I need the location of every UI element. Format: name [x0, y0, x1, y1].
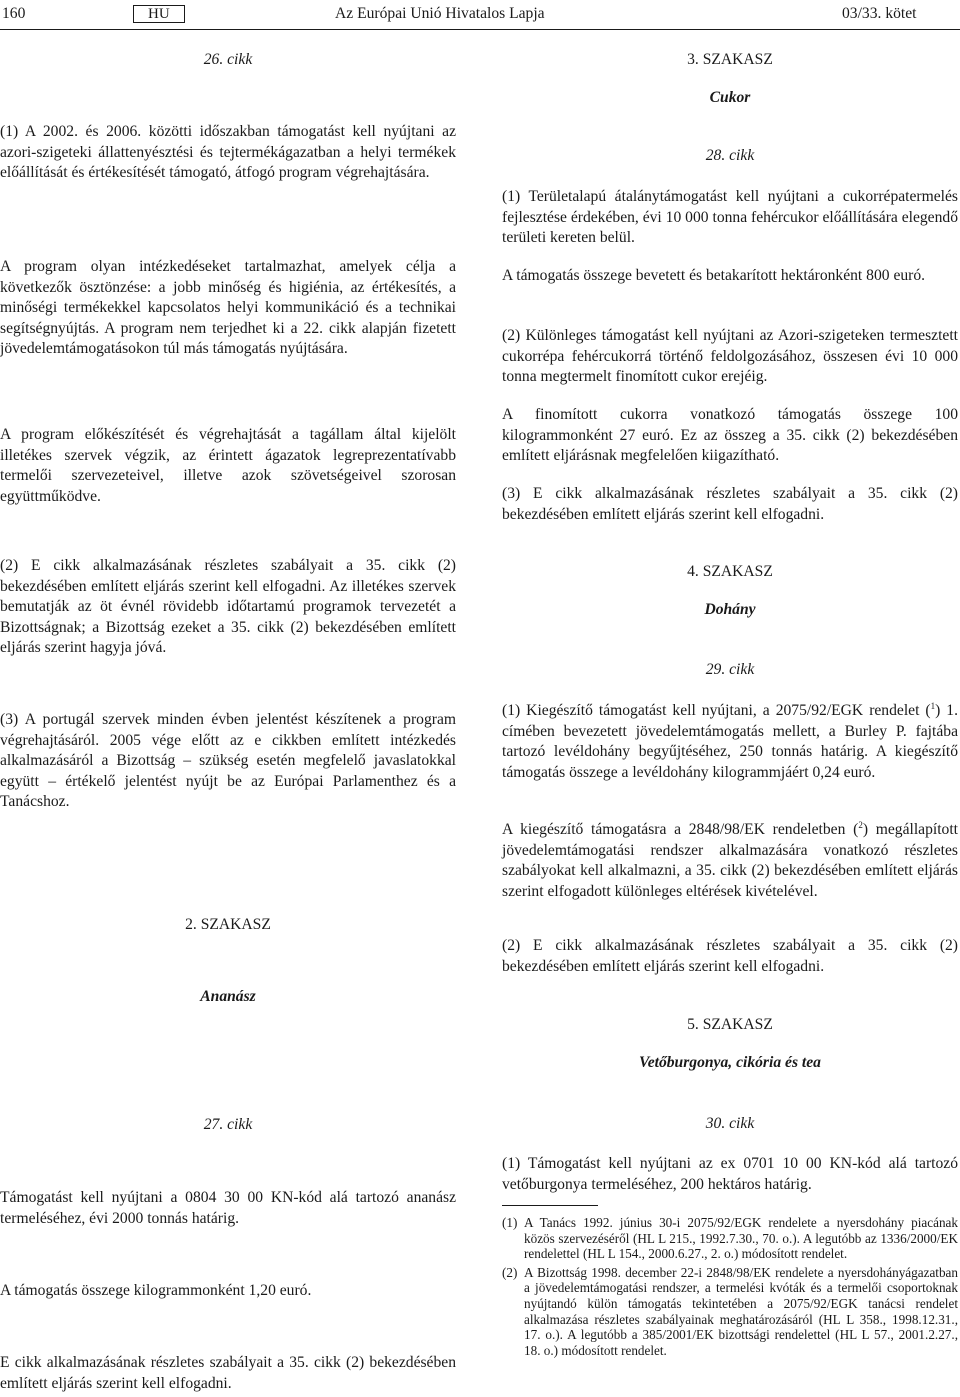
art26-paragraph-5: (3) A portugál szervek minden évben jelentést készítenek a program végrehajtásáról. 2005 vége előtt az e cikkben említett intézkedés alkalmazásáról a Bizottság – szükség esetén megfelelő javaslatokkal együtt – értékelő jelentést nyújt be az Európai Parlamenthez és a Tanácshoz.: [0, 711, 456, 811]
art27-paragraph-3: E cikk alkalmazásának részletes szabályait a 35. cikk (2) bekezdésében említett eljárás szerint kell elfogadni.: [0, 1354, 456, 1392]
art28-paragraph-2: A támogatás összege bevetett és betakarított hektáronként 800 euró.: [502, 267, 926, 284]
art28-paragraph-3: (2) Különleges támogatást kell nyújtani az Azori-szigeteken termesztett cukorrépa fehércukorrá történő feldolgozásához, összesen évi 10 000 tonna megtermelt finomított cukor erejéig.: [502, 327, 958, 386]
art29-paragraph-1: [502, 701, 958, 783]
page-number: 160: [2, 5, 26, 22]
art26-paragraph-3: A program előkészítését és végrehajtását a tagállam által kijelölt illetékes szervek végzik, az érintett ágazatok legreprezentatívabb termelői szervezeteivel, illetve azok szövetségeivel szorosan együttműködve.: [0, 426, 456, 505]
art26-paragraph-4: (2) E cikk alkalmazásának részletes szabályait a 35. cikk (2) bekezdésében említett eljárás szerint kell elfogadni. Az illetékes szervek bemutatják az öt évnél rövidebb időtartamú programok tervezetét a Bizottságnak; a Bizottság ezeket a 35. cikk (2) bekezdésében említett eljárás szerint hagyja jóvá.: [0, 557, 456, 657]
article-28-heading: 28. cikk: [705, 147, 755, 164]
art29-p1-text-b: ) 1. címében bevezetett jövedelemtámogatás mellett, a Burley P. fajtába tartozó levéldohány begyűjtéséhez, 250 tonnás határig. A kiegészítő támogatás összege a levéldohány kilogrammjáért 0,24 euró.: [502, 702, 958, 781]
section-5-title: Vetőburgonya, cikória és tea: [639, 1054, 821, 1071]
article-26-heading: 26. cikk: [203, 51, 253, 68]
art29-paragraph-2: [502, 820, 958, 902]
art29-p2-text-a: A kiegészítő támogatásra a 2848/98/EK rendeletben (: [502, 821, 859, 838]
footnote-ref-2[interactable]: 2: [858, 819, 863, 830]
footnote-1-text: A Tanács 1992. június 30-i 2075/92/EGK rendelete a nyersdohány piacának közös szervezéséről (HL L 215., 1992.7.30., 70. o.). A legutóbb az 1336/2000/EK rendelettel (HL L 154., 2000.6.27., 2. o.) módosított rendelet.: [524, 1215, 958, 1262]
art29-p2-text-b: ) megállapított jövedelemtámogatási rendszer alkalmazására vonatkozó részletes szabályokat kell alkalmazni, a 35. cikk (2) bekezdésében említett eljárás szerint elfogadott különleges eltérések kivételével.: [502, 821, 958, 900]
article-30-heading: 30. cikk: [705, 1115, 755, 1132]
journal-title: Az Európai Unió Hivatalos Lapja: [335, 5, 545, 22]
footnote-ref-1[interactable]: 1: [930, 700, 936, 711]
footnote-2-mark: (2): [502, 1264, 518, 1280]
art26-paragraph-1: (1) A 2002. és 2006. közötti időszakban támogatást kell nyújtani az azori-szigeteki állattenyésztési és tejtermékágazatban a helyi termékek előállítását és értékesítését támogató, átfogó program végrehajtására.: [0, 123, 456, 182]
section-3-heading: 3. SZAKASZ: [687, 51, 773, 68]
article-29-heading: 29. cikk: [705, 661, 755, 678]
section-2-heading: 2. SZAKASZ: [185, 916, 271, 933]
article-27-heading: 27. cikk: [203, 1116, 253, 1133]
language-code-box: HU: [133, 5, 185, 23]
art29-p1-text-a: (1) Kiegészítő támogatást kell nyújtani, a 2075/92/EGK rendelet (: [502, 702, 931, 719]
art28-paragraph-1: (1) Területalapú átalánytámogatást kell nyújtani a cukorrépatermelés fejlesztése érdekében, évi 10 000 tonna fehércukor előállítására elegendő területi kereten belül.: [502, 188, 958, 247]
footnote-1-mark: (1): [502, 1215, 518, 1230]
section-4-heading: 4. SZAKASZ: [687, 563, 773, 580]
section-4-title: Dohány: [704, 601, 756, 618]
footnote-1: [502, 1215, 958, 1262]
footnote-2: [502, 1265, 958, 1359]
header-rule: [0, 29, 960, 30]
art26-paragraph-2: A program olyan intézkedéseket tartalmazhat, amelyek célja a következők ösztönzése: a jobb minőség és higiénia, az értékesítés, a minőségi termékekkel kapcsolatos helyi kommunikáció és a technikai segítségnyújtás. A program nem terjedhet ki a 22. cikk alapján fizetett jövedelemtámogatásokon túl más támogatás nyújtására.: [0, 258, 456, 358]
footnotes: [502, 1215, 958, 1358]
art27-paragraph-2: A támogatás összege kilogrammonként 1,20 euró.: [0, 1282, 312, 1299]
volume-label: 03/33. kötet: [842, 5, 917, 22]
art28-paragraph-5: (3) E cikk alkalmazásának részletes szabályait a 35. cikk (2) bekezdésében említett eljárás szerint kell elfogadni.: [502, 485, 958, 523]
art27-paragraph-1: Támogatást kell nyújtani a 0804 30 00 KN-kód alá tartozó ananász termeléséhez, évi 2000 tonnás határig.: [0, 1189, 456, 1227]
section-3-title: Cukor: [709, 89, 751, 106]
section-5-heading: 5. SZAKASZ: [687, 1016, 773, 1033]
art28-paragraph-4: A finomított cukorra vonatkozó támogatás összege 100 kilogrammonként 27 euró. Ez az összeg a 35. cikk (2) bekezdésében említett eljárásnak megfelelően kiigazítható.: [502, 406, 958, 465]
art29-paragraph-3: (2) E cikk alkalmazásának részletes szabályait a 35. cikk (2) bekezdésében említett eljárás szerint kell elfogadni.: [502, 937, 958, 975]
footnote-2-text: A Bizottság 1998. december 22-i 2848/98/EK rendelete a nyersdohányágazatban a jövedelemtámogatási rendszer, a termelési kvóták és a termelői csoportoknak nyújtandó külön támogatás tekintetében a 2075/92/EGK tanácsi rendelet alkalmazása részletes szabályainak meghatározásáról (HL L 358., 1998.12.31., 17. o.). A legutóbb a 385/2001/EK bizottsági rendelettel (HL L 57., 2001.2.27., 18. o.) módosított rendelet.: [524, 1264, 958, 1358]
footnote-rule: [502, 1205, 598, 1206]
section-2-title: Ananász: [200, 988, 256, 1005]
art30-paragraph-1: (1) Támogatást kell nyújtani az ex 0701 10 00 KN-kód alá tartozó vetőburgonya termeléséhez, 200 hektáros határig.: [502, 1155, 958, 1193]
